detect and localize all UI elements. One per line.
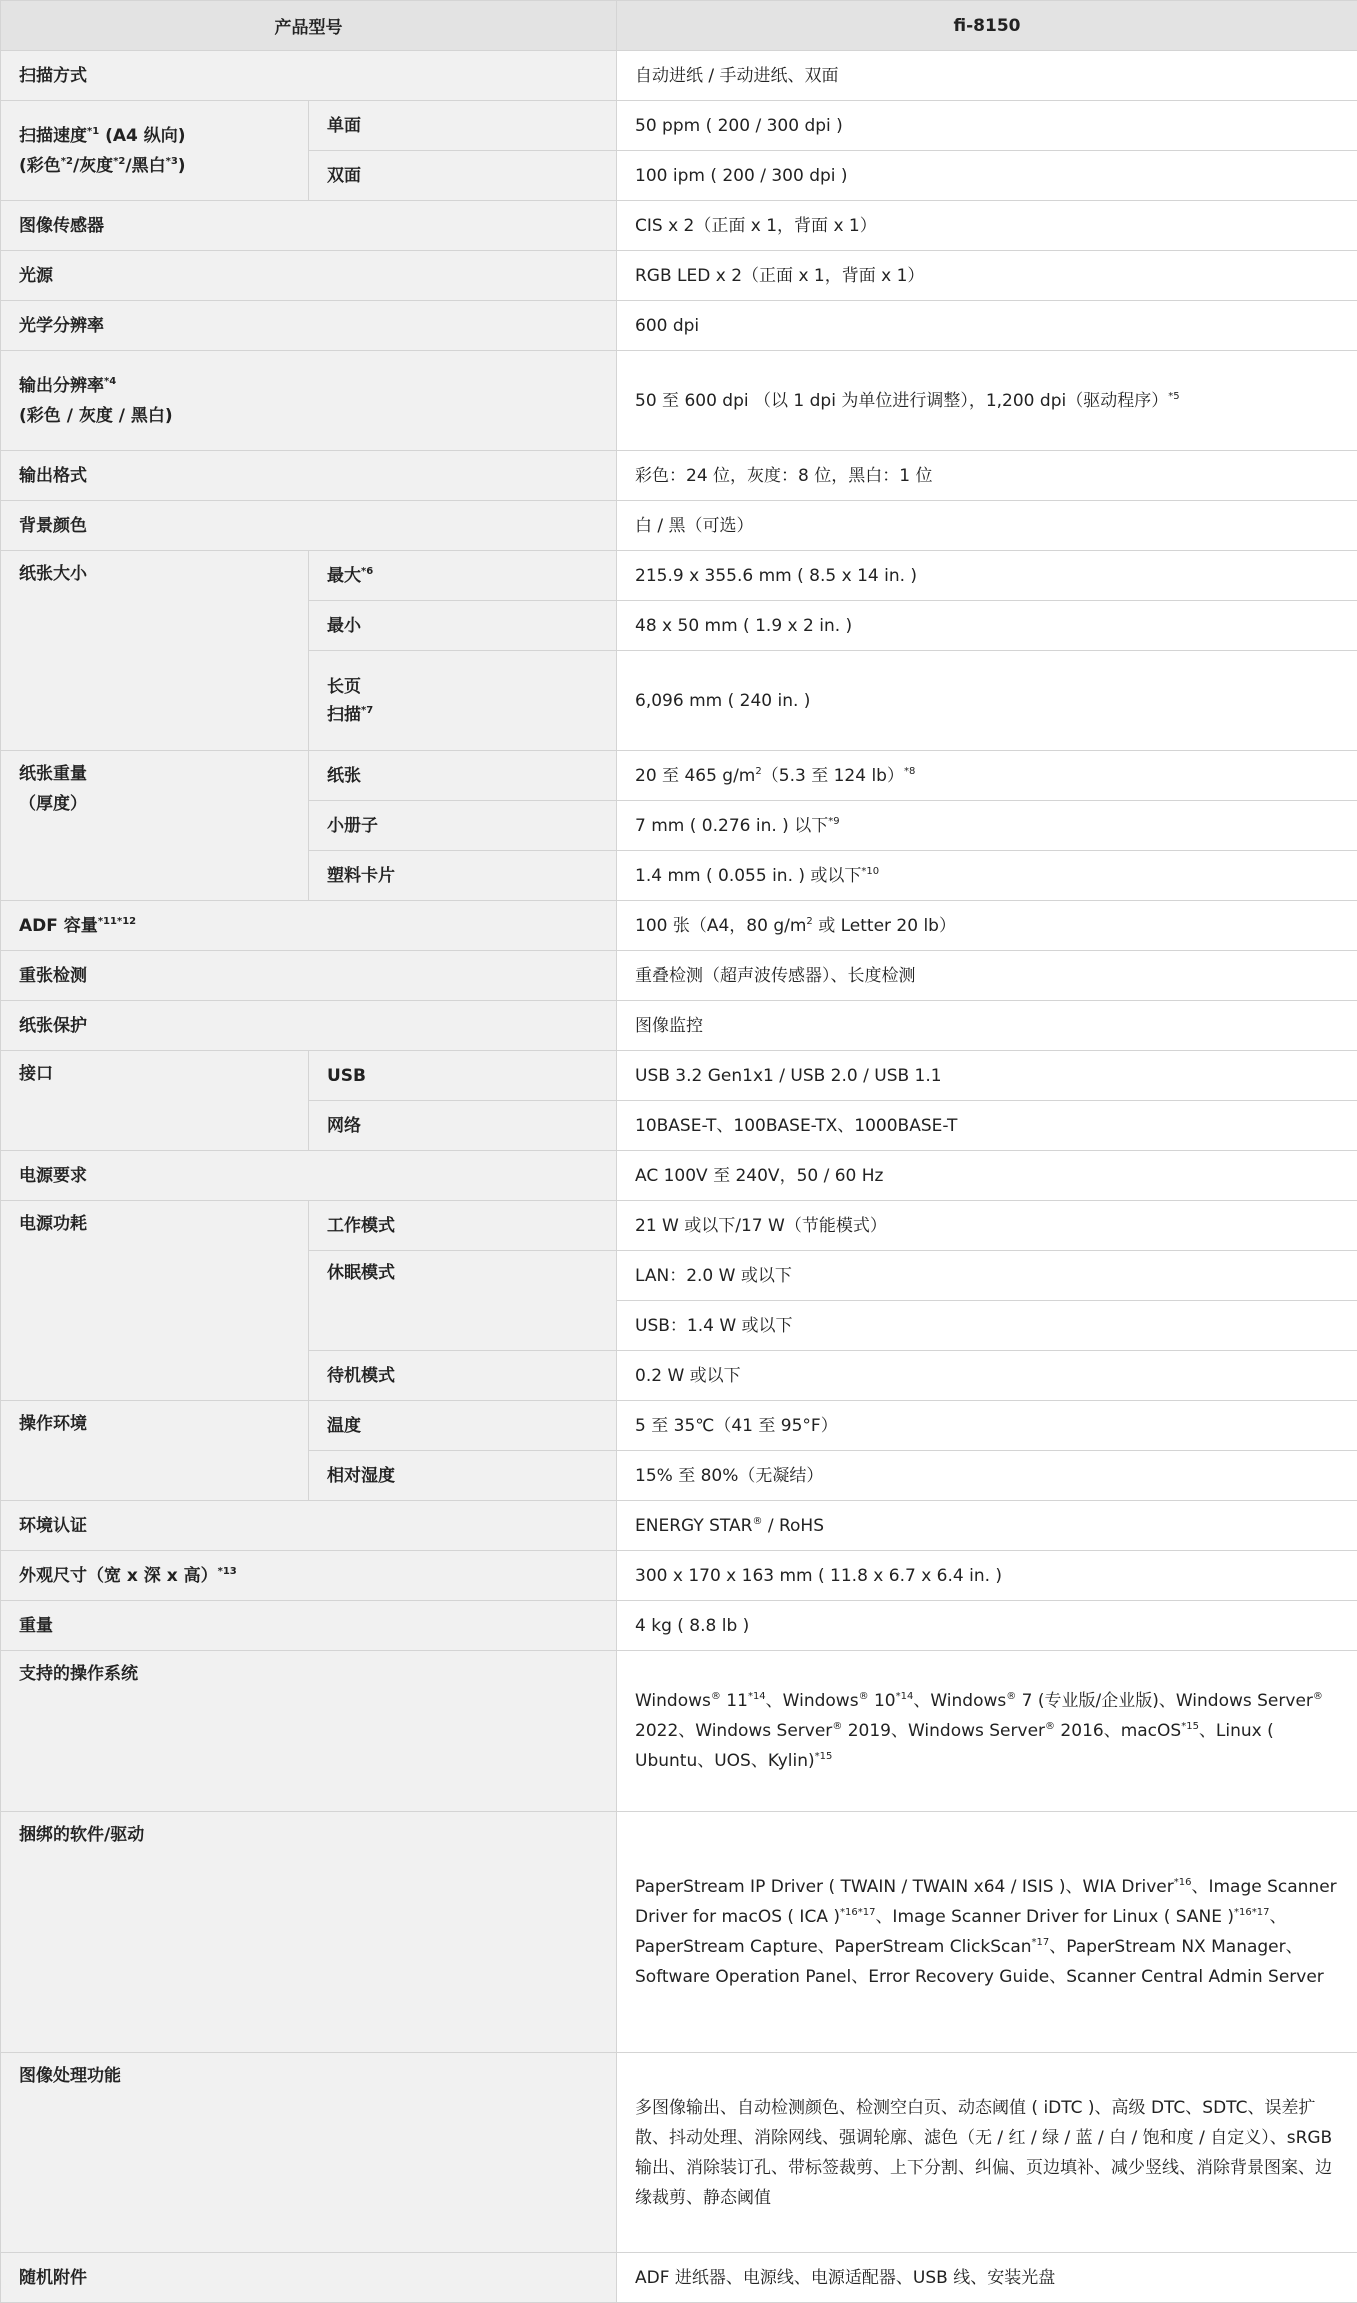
value-booklet: 7 mm ( 0.276 in. ) 以下$^{*9}$: [617, 801, 1357, 851]
table-row: [1, 1601, 1357, 1651]
row-label-certification: 环境认证: [1, 1501, 617, 1551]
row-value-certification: ENERGY STAR® / RoHS: [617, 1501, 1357, 1551]
row-value-scan-method: 自动进纸 / 手动进纸、双面: [617, 51, 1357, 101]
table-row: [1, 1001, 1357, 1051]
row-label-background-color: 背景颜色: [1, 501, 617, 551]
table-row: [1, 551, 1357, 601]
value-simplex: 50 ppm ( 200 / 300 dpi ): [617, 101, 1357, 151]
row-label-paper-protection: 纸张保护: [1, 1001, 617, 1051]
sub-label-booklet: 小册子: [309, 801, 617, 851]
table-row: [1, 1651, 1357, 1812]
table-row: [1, 2253, 1357, 2303]
sub-label-usb: USB: [309, 1051, 617, 1101]
sub-label-duplex: 双面: [309, 151, 617, 201]
row-label-adf-capacity: ADF 容量$^{*11*12}$: [1, 901, 617, 951]
row-value-power-requirement: AC 100V 至 240V，50 / 60 Hz: [617, 1151, 1357, 1201]
value-standby-mode: 0.2 W 或以下: [617, 1351, 1357, 1401]
row-label-power-consumption: 电源功耗: [1, 1201, 309, 1401]
row-value-multifeed: 重叠检测（超声波传感器）、长度检测: [617, 951, 1357, 1001]
sub-label-sleep-mode: 休眠模式: [309, 1251, 617, 1351]
table-row: [1, 451, 1357, 501]
value-network: 10BASE-T、100BASE-TX、1000BASE-T: [617, 1101, 1357, 1151]
table-row: [1, 2053, 1357, 2253]
row-label-accessories: 随机附件: [1, 2253, 617, 2303]
table-row: [1, 201, 1357, 251]
header-product-model: 产品型号: [1, 1, 617, 51]
row-label-multifeed: 重张检测: [1, 951, 617, 1001]
row-value-adf-capacity: 100 张（A4，80 $g/m^2$ 或 Letter 20 lb）: [617, 901, 1357, 951]
sub-label-max: 最大$^{*6}$: [309, 551, 617, 601]
table-row: [1, 101, 1357, 151]
row-value-light-source: RGB LED x 2（正面 x 1，背面 x 1）: [617, 251, 1357, 301]
sub-label-paper: 纸张: [309, 751, 617, 801]
value-temperature: 5 至 35℃（41 至 95°F）: [617, 1401, 1357, 1451]
value-sleep-usb: USB：1.4 W 或以下: [617, 1301, 1357, 1351]
value-plastic-card: 1.4 mm ( 0.055 in. ) 或以下$^{*10}$: [617, 851, 1357, 901]
table-row: [1, 501, 1357, 551]
row-label-supported-os: 支持的操作系统: [1, 1651, 617, 1812]
row-label-interface: 接口: [1, 1051, 309, 1151]
row-label-optical-resolution: 光学分辨率: [1, 301, 617, 351]
row-label-output-resolution: 输出分辨率$^{*4}$ (彩色 / 灰度 / 黑白): [1, 351, 617, 451]
value-usb: USB 3.2 Gen1x1 / USB 2.0 / USB 1.1: [617, 1051, 1357, 1101]
value-max-size: 215.9 x 355.6 mm ( 8.5 x 14 in. ): [617, 551, 1357, 601]
row-value-supported-os: Windows® 11$^{*14}$、Windows® 10$^{*14}$、Windows® 7 (专业版/企业版)、Windows Server® 2022、Windows Server® 2019、Windows Server® 2016、macOS$^{*15}$、Linux ( Ubuntu、UOS、Kylin)$^{*15}$: [617, 1651, 1357, 1812]
row-label-operating-environment: 操作环境: [1, 1401, 309, 1501]
row-value-output-format: 彩色：24 位，灰度：8 位，黑白：1 位: [617, 451, 1357, 501]
sub-label-humidity: 相对湿度: [309, 1451, 617, 1501]
table-row: [1, 301, 1357, 351]
row-label-bundled-software: 捆绑的软件/驱动: [1, 1812, 617, 2053]
row-value-optical-resolution: 600 dpi: [617, 301, 1357, 351]
table-row: [1, 1201, 1357, 1251]
value-humidity: 15% 至 80%（无凝结）: [617, 1451, 1357, 1501]
row-value-dimensions: 300 x 170 x 163 mm ( 11.8 x 6.7 x 6.4 in. ): [617, 1551, 1357, 1601]
table-row: [1, 1401, 1357, 1451]
row-label-paper-weight: 纸张重量 （厚度）: [1, 751, 309, 901]
sub-label-min: 最小: [309, 601, 617, 651]
row-label-scan-speed: 扫描速度$^{*1}$ (A4 纵向) (彩色$^{*2}$/灰度$^{*2}$/黑白$^{*3}$): [1, 101, 309, 201]
value-duplex: 100 ipm ( 200 / 300 dpi ): [617, 151, 1357, 201]
value-sleep-lan: LAN：2.0 W 或以下: [617, 1251, 1357, 1301]
row-value-accessories: ADF 进纸器、电源线、电源适配器、USB 线、安装光盘: [617, 2253, 1357, 2303]
row-value-bundled-software: PaperStream IP Driver ( TWAIN / TWAIN x64 / ISIS )、WIA Driver$^{*16}$、Image Scanner Driver for macOS ( ICA )$^{*16*17}$、Image Scanner Driver for Linux ( SANE )$^{*16*17}$、PaperStream Capture、PaperStream ClickScan$^{*17}$、PaperStream NX Manager、Software Operation Panel、Error Recovery Guide、Scanner Central Admin Server: [617, 1812, 1357, 2053]
table-row: [1, 1151, 1357, 1201]
row-label-image-processing: 图像处理功能: [1, 2053, 617, 2253]
table-row: [1, 951, 1357, 1001]
row-label-output-format: 输出格式: [1, 451, 617, 501]
value-paper-weight: 20 至 465 $g/m^2(5.3$ 至 124 lb）$^{*8}$: [617, 751, 1357, 801]
row-value-output-resolution: 50 至 600 dpi （以 1 dpi 为单位进行调整），1,200 dpi（驱动程序）$^{*5}$: [617, 351, 1357, 451]
table-row: [1, 751, 1357, 801]
row-label-power-requirement: 电源要求: [1, 1151, 617, 1201]
row-label-weight: 重量: [1, 1601, 617, 1651]
table-row: [1, 1551, 1357, 1601]
row-label-light-source: 光源: [1, 251, 617, 301]
row-label-image-sensor: 图像传感器: [1, 201, 617, 251]
row-value-paper-protection: 图像监控: [617, 1001, 1357, 1051]
row-value-image-sensor: CIS x 2（正面 x 1，背面 x 1）: [617, 201, 1357, 251]
row-label-dimensions: 外观尺寸（宽 x 深 x 高）$^{*13}$: [1, 1551, 617, 1601]
value-min-size: 48 x 50 mm ( 1.9 x 2 in. ): [617, 601, 1357, 651]
row-value-image-processing: 多图像输出、自动检测颜色、检测空白页、动态阈值 ( iDTC )、高级 DTC、SDTC、误差扩散、抖动处理、消除网线、强调轮廓、滤色（无 / 红 / 绿 / 蓝 / 白 / 饱和度 / 自定义）、sRGB 输出、消除装订孔、带标签裁剪、上下分割、纠偏、页边填补、减少竖线、消除背景图案、边缘裁剪、静态阈值: [617, 2053, 1357, 2253]
table-header-row: [1, 1, 1357, 51]
sub-label-standby-mode: 待机模式: [309, 1351, 617, 1401]
row-label-paper-size: 纸张大小: [1, 551, 309, 751]
row-label-scan-method: 扫描方式: [1, 51, 617, 101]
row-value-background-color: 白 / 黑（可选）: [617, 501, 1357, 551]
row-value-weight: 4 kg ( 8.8 lb ): [617, 1601, 1357, 1651]
header-model-name: fi-8150: [617, 1, 1357, 51]
table-row: [1, 251, 1357, 301]
sub-label-simplex: 单面: [309, 101, 617, 151]
sub-label-temperature: 温度: [309, 1401, 617, 1451]
table-row: [1, 901, 1357, 951]
value-long-page: 6,096 mm ( 240 in. ): [617, 651, 1357, 751]
value-operating-mode: 21 W 或以下/17 W（节能模式）: [617, 1201, 1357, 1251]
sub-label-network: 网络: [309, 1101, 617, 1151]
table-row: [1, 51, 1357, 101]
table-row: [1, 1812, 1357, 2053]
table-row: [1, 1501, 1357, 1551]
table-row: [1, 1051, 1357, 1101]
sub-label-long-page: 长页 扫描$^{*7}$: [309, 651, 617, 751]
table-row: [1, 351, 1357, 451]
sub-label-plastic-card: 塑料卡片: [309, 851, 617, 901]
sub-label-operating-mode: 工作模式: [309, 1201, 617, 1251]
